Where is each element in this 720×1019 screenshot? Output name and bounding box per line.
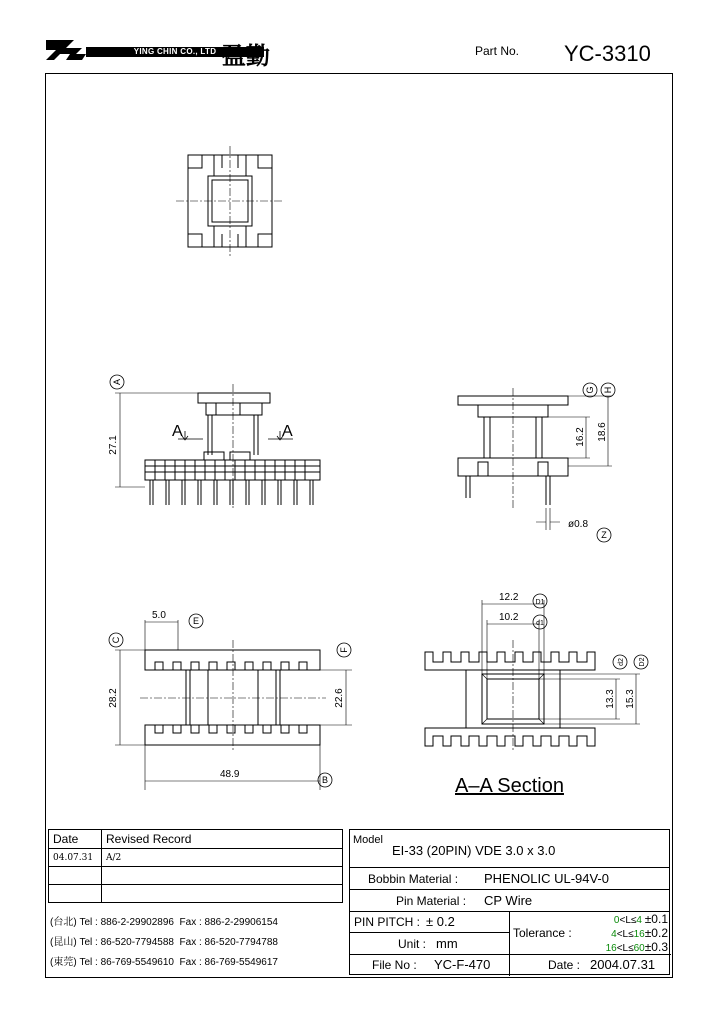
tolerance-label: Tolerance : (513, 926, 572, 940)
contact-fax: Fax : 86-520-7794788 (179, 937, 278, 948)
company-name-en: YING CHIN CO., LTD (86, 47, 264, 57)
spec-model-row (350, 830, 669, 868)
pitch-value: ± 0.2 (426, 914, 455, 929)
callout-d2-lower: d2 (618, 658, 625, 666)
model-label: Model (353, 834, 383, 846)
tolerance-hi: 16 (633, 929, 645, 940)
spec-bobbin-row (350, 868, 669, 890)
revision-record (102, 885, 343, 903)
dim-width: 48.9 (220, 769, 240, 780)
dim-d2-inner: 13.3 (605, 689, 616, 709)
section-view (425, 600, 640, 752)
pitch-cell (350, 912, 510, 933)
callout-b: B (321, 775, 329, 785)
callout-e: E (192, 616, 200, 626)
callout-h: H (603, 386, 613, 394)
part-number: YC-3310 (564, 41, 651, 66)
pitch-label: PIN PITCH : (354, 915, 421, 929)
tolerance-lo: 0 (613, 915, 620, 926)
table-row (49, 867, 343, 885)
tolerance-cell (510, 912, 671, 955)
list-item (50, 953, 342, 973)
tolerance-lo: 16 (605, 943, 617, 954)
tolerance-lo: 4 (611, 929, 617, 940)
tolerance-mid: <L≤ (616, 929, 634, 940)
contact-tel: Tel : 86-520-7794588 (79, 937, 174, 948)
unit-value: mm (436, 936, 458, 951)
unit-label: Unit : (398, 937, 427, 951)
file-label: File No : (372, 958, 417, 972)
dim-height-g: 16.2 (575, 427, 586, 447)
tolerance-hi: 4 (636, 915, 642, 926)
company-name-cn: 盈勤 (222, 41, 270, 70)
dim-d2-outer: 15.3 (625, 689, 636, 709)
revision-date-header: Date (49, 830, 102, 849)
dim-overall-height: 28.2 (108, 688, 119, 708)
pin-label: Pin Material : (396, 894, 467, 908)
unit-cell (350, 933, 510, 955)
part-number-label: Part No. (475, 44, 520, 58)
front-view (115, 384, 320, 510)
top-view (176, 146, 284, 256)
callout-d1-upper: D1 (535, 599, 545, 606)
tolerance-mid: <L≤ (616, 943, 634, 954)
dim-inner-height: 22.6 (334, 688, 345, 708)
contact-tel: Tel : 86-769-5549610 (79, 957, 174, 968)
dim-d1-inner: 10.2 (499, 612, 519, 623)
revision-record (102, 867, 343, 885)
date-value: 2004.07.31 (590, 957, 656, 972)
spec-detail-left (350, 912, 510, 976)
side-view (458, 388, 612, 530)
pin-value: CP Wire (484, 893, 533, 908)
contact-region: (東莞) (50, 957, 77, 968)
dim-pin-dia: ø0.8 (568, 519, 589, 530)
table-row (49, 849, 343, 867)
dim-pin-space: 5.0 (152, 610, 166, 621)
tolerance-value: ±0.2 (644, 926, 668, 940)
contact-fax: Fax : 86-769-5549617 (179, 957, 278, 968)
revision-date: 04.07.31 (49, 849, 102, 867)
tolerance-row (606, 913, 668, 927)
dim-d1-outer: 12.2 (499, 592, 519, 603)
tolerance-table (606, 913, 668, 955)
callout-d2-upper: D2 (639, 657, 646, 667)
revision-table (48, 829, 343, 903)
tolerance-hi: 60 (633, 943, 645, 954)
bobbin-label: Bobbin Material : (368, 872, 459, 886)
contact-region: (昆山) (50, 937, 77, 948)
revision-date (49, 885, 102, 903)
date-label: Date : (548, 958, 581, 972)
callout-f: F (339, 647, 349, 653)
section-mark-left: A (172, 423, 183, 440)
spec-detail-row (350, 912, 669, 976)
table-row (49, 885, 343, 903)
callout-z: Z (601, 530, 607, 540)
list-item (50, 933, 342, 953)
spec-detail-right (510, 912, 671, 976)
tolerance-row (606, 941, 668, 955)
file-value: YC-F-470 (434, 957, 491, 972)
callout-d1-lower: d1 (536, 620, 544, 627)
revision-record-header: Revised Record (102, 830, 343, 849)
section-title: A–A Section (455, 775, 564, 797)
spec-pin-row (350, 890, 669, 912)
contact-fax: Fax : 886-2-29906154 (179, 917, 278, 928)
revision-date (49, 867, 102, 885)
dim-height-a: 27.1 (108, 435, 119, 455)
bobbin-value: PHENOLIC UL-94V-0 (484, 871, 609, 886)
tolerance-value: ±0.1 (644, 912, 668, 926)
list-item (50, 913, 342, 933)
tolerance-mid: <L≤ (619, 915, 637, 926)
contact-list (50, 913, 342, 973)
spec-block (349, 829, 670, 975)
revision-header-row (49, 830, 343, 849)
callout-a: A (112, 378, 122, 386)
contact-region: (台北) (50, 917, 77, 928)
revision-record: A/2 (102, 849, 343, 867)
tolerance-value: ±0.3 (644, 940, 668, 954)
file-cell (350, 955, 510, 976)
callout-c: C (111, 636, 121, 644)
bottom-view (115, 620, 352, 790)
contact-tel: Tel : 886-2-29902896 (79, 917, 174, 928)
dim-height-h: 18.6 (597, 422, 608, 442)
callout-g: G (585, 386, 595, 394)
date-cell (510, 955, 671, 976)
section-mark-right: A (282, 423, 293, 440)
model-value: EI-33 (20PIN) VDE 3.0 x 3.0 (392, 843, 556, 858)
tolerance-row (606, 927, 668, 941)
